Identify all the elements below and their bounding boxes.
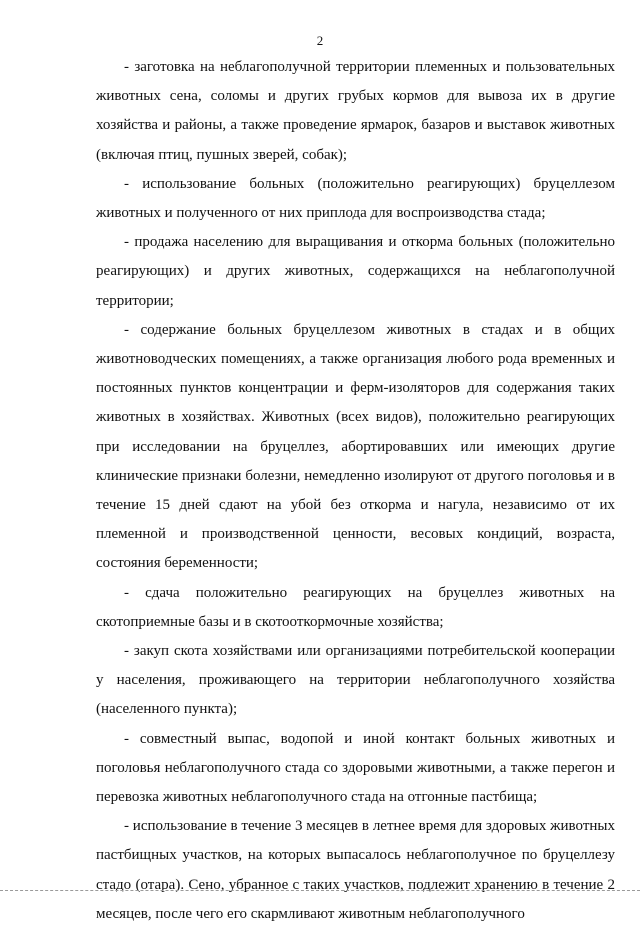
paragraph-keeping-sick-animals: - содержание больных бруцеллезом животных в стадах и в общих животноводческих помещениях, а также организация любого рода временных и постоянных пунктов концентрации и ферм-изоляторов для содержания таких животных в хозяйствах. Животных (всех видов), положительно реагирующих при исследовании на бруцеллез, абортировавших или имеющих другие клинические признаки болезни, немедленно изолируют от другого поголовья и в течение 15 дней сдают на убой без откорма и нагула, независимо от их племенной и производственной ценности, весовых кондиций, возраста, состояния беременности; bbox=[96, 321, 615, 572]
page-number: 2 bbox=[316, 33, 324, 48]
page-bottom-divider bbox=[0, 890, 640, 891]
paragraph-sale-to-population: - продажа населению для выращивания и откорма больных (положительно реагирующих) и других животных, содержащихся на неблагополучной территории; bbox=[96, 234, 615, 309]
document-body bbox=[96, 53, 615, 929]
paragraph-hay-procurement: - заготовка на неблагополучной территории племенных и пользовательных животных сена, соломы и других грубых кормов для вывоза их в другие хозяйства и районы, а также проведение ярмарок, базаров и выставок животных (включая птиц, пушных зверей, собак); bbox=[96, 59, 615, 163]
paragraph-sick-animals-reproduction: - использование больных (положительно реагирующих) бруцеллезом животных и полученного от них приплода для воспроизводства стада; bbox=[96, 175, 615, 222]
paragraph-livestock-purchase: - закуп скота хозяйствами или организациями потребительской кооперации у населения, проживающего на территории неблагополучного хозяйства (населенного пункта); bbox=[96, 643, 615, 718]
paragraph-delivery-to-bases: - сдача положительно реагирующих на бруцеллез животных на скотоприемные базы и в скотооткормочные хозяйства; bbox=[96, 584, 615, 630]
paragraph-pasture-use: - использование в течение 3 месяцев в летнее время для здоровых животных пастбищных участков, на которых выпасалось неблагополучное по бруцеллезу стадо (отара). Сено, убранное с таких участков, подлежит хранению в течение 2 месяцев, после чего его скармливают животным неблагополучного bbox=[96, 818, 615, 922]
paragraph-joint-grazing: - совместный выпас, водопой и иной контакт больных животных и поголовья неблагополучного стада со здоровыми животными, а также перегон и перевозка животных неблагополучного стада на отгонные пастбища; bbox=[96, 730, 615, 806]
